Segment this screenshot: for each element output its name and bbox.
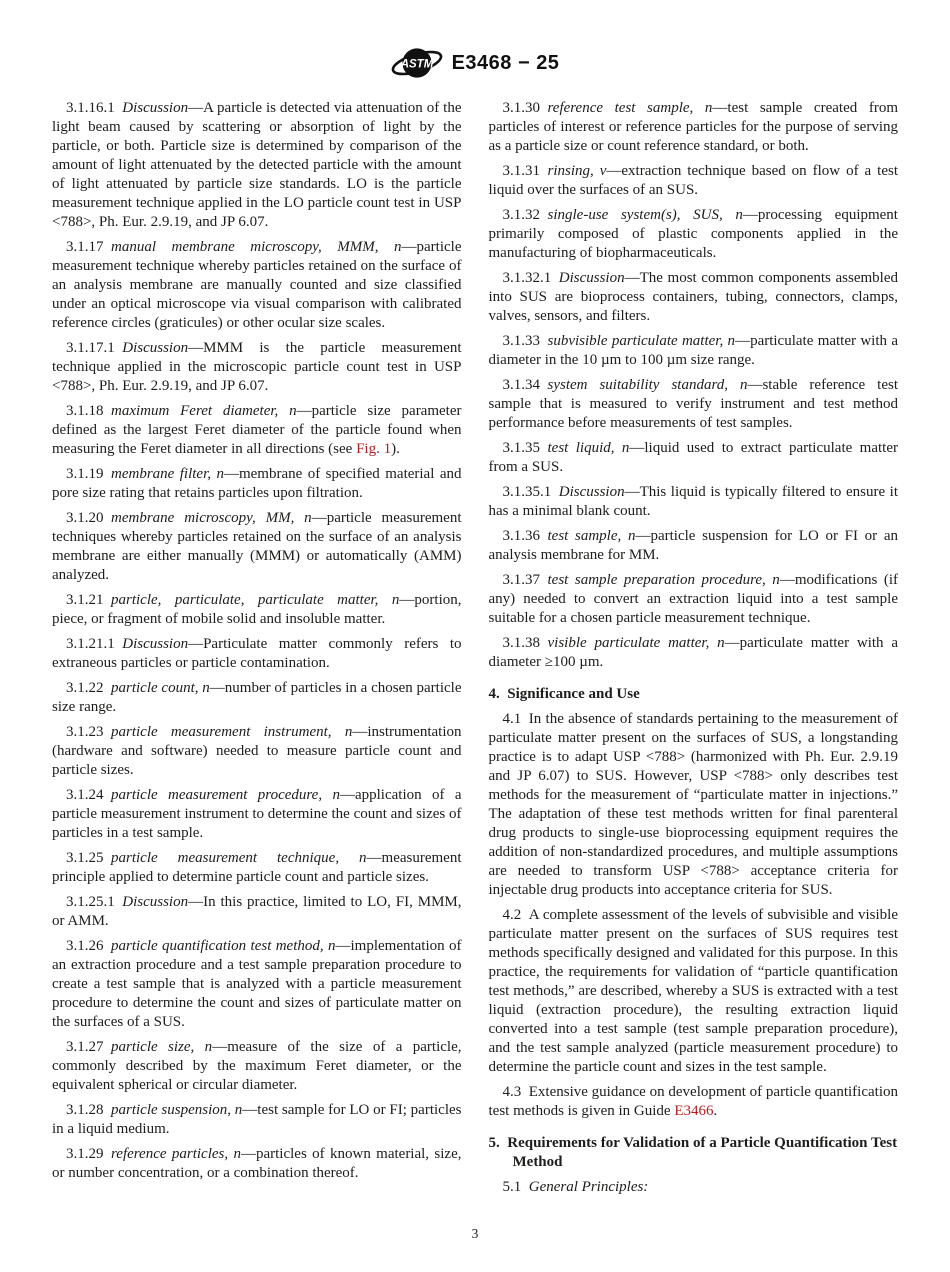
- text-run: 3.1.24: [66, 787, 111, 803]
- term-italic: Discussion: [122, 636, 189, 652]
- term-italic: maximum Feret diameter, n: [111, 403, 297, 419]
- text-run: 3.1.20: [66, 510, 111, 526]
- paragraph: [52, 723, 462, 780]
- paragraph: [489, 269, 899, 326]
- paragraph: [52, 99, 462, 232]
- paragraph: [489, 710, 899, 900]
- text-run: 3.1.34: [502, 377, 548, 393]
- text-run: —processing equipment primarily composed of plastic components applied in the manufacturing of biopharmaceuticals.: [488, 207, 898, 261]
- paragraph: [489, 906, 899, 1077]
- term-italic: particle measurement instrument, n: [111, 724, 353, 740]
- text-run: 3.1.35.1: [502, 484, 559, 500]
- term-italic: Discussion: [122, 894, 189, 910]
- text-run: —instrumentation (hardware and software) needed to measure particle count and particle sizes.: [52, 724, 462, 778]
- text-run: 3.1.21.1: [66, 636, 123, 652]
- doc-designation: E3468 − 25: [451, 51, 560, 74]
- paragraph: [489, 1083, 899, 1121]
- paragraph: [489, 483, 899, 521]
- right-column: [489, 99, 899, 1197]
- text-run: 3.1.36: [502, 528, 548, 544]
- term-italic: rinsing, v: [547, 163, 607, 179]
- text-run: 3.1.28: [66, 1102, 111, 1118]
- term-italic: subvisible particulate matter, n: [547, 333, 736, 349]
- text-run: ).: [391, 441, 400, 457]
- paragraph: [489, 439, 899, 477]
- term-italic: particle count, n: [111, 680, 210, 696]
- page-header: [0, 0, 950, 84]
- left-column: [52, 99, 462, 1197]
- term-italic: particle measurement procedure, n: [111, 787, 340, 803]
- text-run: 3.1.18: [66, 403, 111, 419]
- text-run: 5.1: [502, 1179, 529, 1195]
- text-run: —particle size parameter defined as the largest Feret diameter of the particle found when measuring the Feret diameter in all directions (see: [52, 403, 462, 457]
- text-run: —A particle is detected via attenuation of the light beam caused by scattering or absorption of light by the particle, or both. Particle size is determined by comparison of the amount of light attenuated by the detected particle with the amount of light attenuated by particle size standards. LO is the particle measurement technique applied in the LO particle count test in USP <788>, Ph. Eur. 2.9.19, and JP 6.07.: [52, 100, 462, 230]
- term-italic: Discussion: [122, 100, 189, 116]
- text-run: 3.1.25: [66, 850, 111, 866]
- text-run: —portion, piece, or fragment of mobile solid and insoluble matter.: [52, 592, 462, 627]
- section-heading: [489, 685, 899, 704]
- text-run: 3.1.26: [66, 938, 111, 954]
- text-run: 3.1.31: [502, 163, 548, 179]
- text-run: 4.3 Extensive guidance on development of particle quantification test methods is given in Guide: [488, 1084, 898, 1119]
- text-run: 4.2 A complete assessment of the levels of subvisible and visible particulate matter present on the surfaces of SUS requires test methods specifically designed and validated for this purpose. In this practice, the requirements for validation of “particle quantification test methods,” are described, whereby a SUS is extracted with a test liquid (extraction procedure), the resulting extraction liquid converted into a test sample (test sample preparation procedure), and the test sample analyzed (particle measurement procedure) to determine the particle count and sizes in the test sample.: [488, 907, 898, 1075]
- text-run: 3.1.17: [66, 239, 111, 255]
- term-italic: test sample preparation procedure, n: [547, 572, 780, 588]
- text-run: 3.1.27: [66, 1039, 111, 1055]
- term-italic: test sample, n: [547, 528, 636, 544]
- term-italic: reference test sample, n: [547, 100, 713, 116]
- text-run: —test sample created from particles of interest or reference particles for the purpose of serving as a particle size or count reference standard, or both.: [488, 100, 898, 154]
- term-italic: membrane filter, n: [111, 466, 224, 482]
- term-italic: test liquid, n: [547, 440, 630, 456]
- text-run: 3.1.17.1: [66, 340, 123, 356]
- term-italic: membrane microscopy, MM, n: [111, 510, 312, 526]
- section-heading: [489, 1134, 899, 1172]
- text-run: 3.1.23: [66, 724, 111, 740]
- paragraph: [52, 402, 462, 459]
- term-italic: visible particulate matter, n: [547, 635, 725, 651]
- svg-text:ASTM: ASTM: [400, 58, 433, 71]
- term-italic: system suitability standard, n: [547, 377, 748, 393]
- text-run: —stable reference test sample that is measured to verify instrument and test method performance before measurements of test samples.: [488, 377, 898, 431]
- text-run: 3.1.19: [66, 466, 111, 482]
- paragraph: [52, 1101, 462, 1139]
- text-run: —In this practice, limited to LO, FI, MMM, or AMM.: [52, 894, 462, 929]
- term-italic: General Principles:: [528, 1179, 649, 1195]
- text-run: —particle measurement technique whereby particles retained on the surface of an analysis membrane are manually counted and size classified under an optical microscope via visual comparison with calibrated reference circles (graticules) or other ocular size scales.: [52, 239, 462, 331]
- term-italic: particle suspension, n: [111, 1102, 243, 1118]
- text-run: 5. Requirements for Validation of a Particle Quantification Test Method: [488, 1135, 898, 1170]
- paragraph: [52, 786, 462, 843]
- paragraph: [489, 634, 899, 672]
- text-run: —particles of known material, size, or number concentration, or a combination thereof.: [52, 1146, 462, 1181]
- doc-link[interactable]: E3466: [674, 1103, 714, 1119]
- paragraph: [52, 465, 462, 503]
- paragraph: [489, 527, 899, 565]
- term-italic: Discussion: [122, 340, 189, 356]
- text-run: 3.1.33: [502, 333, 548, 349]
- paragraph: [489, 99, 899, 156]
- text-run: .: [713, 1103, 718, 1119]
- text-run: —The most common components assembled into SUS are bioprocess containers, tubing, connectors, clamps, valves, sensors, and filters.: [488, 270, 898, 324]
- text-run: —measure of the size of a particle, commonly described by the maximum Feret diameter, or the equivalent spherical or circular diameter.: [52, 1039, 462, 1093]
- text-run: —MMM is the particle measurement technique applied in the microscopic particle count test in USP <788>, Ph. Eur. 2.9.19, and JP 6.07.: [52, 340, 462, 394]
- document-body: [0, 84, 950, 1197]
- text-run: —test sample for LO or FI; particles in a liquid medium.: [52, 1102, 462, 1137]
- term-italic: Discussion: [558, 270, 625, 286]
- paragraph: [52, 238, 462, 333]
- text-run: —Particulate matter commonly refers to extraneous particles or particle contamination.: [52, 636, 462, 671]
- text-run: —particle measurement techniques whereby particles retained on the surface of an analysis membrane are either manually (MMM) or automatically (AMM) analyzed.: [52, 510, 462, 583]
- term-italic: particle measurement technique, n: [111, 850, 367, 866]
- text-run: —membrane of specified material and pore size rating that retains particles upon filtration.: [52, 466, 462, 501]
- text-run: —particulate matter with a diameter ≥100 µm.: [488, 635, 899, 670]
- text-run: —implementation of an extraction procedure and a test sample preparation procedure to create a test sample that is analyzed with a particle measurement procedure to determine the count and sizes of particulate matter on the surfaces of a SUS.: [52, 938, 462, 1030]
- text-run: —extraction technique based on flow of a test liquid over the surfaces of an SUS.: [488, 163, 898, 198]
- paragraph: [489, 332, 899, 370]
- text-run: 4.1 In the absence of standards pertaining to the measurement of particulate matter present on the surfaces of SUS, a longstanding practice is to adapt USP <788> (harmonized with Ph. Eur. 2.9.19 and JP 6.07) to SUS. However, USP <788> only describes test methods for the measurement of “particulate matter in injections.” The adaptation of these test methods written for final parenteral drug products to single-use bioprocessing equipment requires the addition of non-standardized procedures, and multiple assumptions are needed to transform USP <788> acceptance criteria for injectable drug products into acceptance criteria for SUS.: [488, 711, 898, 898]
- text-run: 3.1.29: [66, 1146, 111, 1162]
- paragraph: [489, 376, 899, 433]
- paragraph: [489, 1178, 899, 1197]
- term-italic: Discussion: [558, 484, 625, 500]
- text-run: —modifications (if any) needed to convert an extraction liquid into a test sample suitable for a chosen particle measurement technique.: [488, 572, 898, 626]
- text-run: —particle suspension for LO or FI or an analysis membrane for MM.: [488, 528, 899, 563]
- text-run: —particulate matter with a diameter in the 10 µm to 100 µm size range.: [488, 333, 898, 368]
- term-italic: manual membrane microscopy, MMM, n: [111, 239, 402, 255]
- text-run: —application of a particle measurement instrument to determine the count and sizes of particles in a test sample.: [52, 787, 462, 841]
- paragraph: [52, 1145, 462, 1183]
- text-run: 3.1.25.1: [66, 894, 123, 910]
- text-run: 3.1.22: [66, 680, 111, 696]
- term-italic: particle, particulate, particulate matter, n: [111, 592, 400, 608]
- text-run: 3.1.38: [502, 635, 548, 651]
- paragraph: [52, 893, 462, 931]
- text-run: 3.1.32: [502, 207, 548, 223]
- paragraph: [52, 679, 462, 717]
- paragraph: [52, 509, 462, 585]
- text-run: 3.1.30: [502, 100, 548, 116]
- text-run: 3.1.37: [502, 572, 548, 588]
- text-run: 3.1.16.1: [66, 100, 123, 116]
- paragraph: [52, 1038, 462, 1095]
- paragraph: [489, 162, 899, 200]
- paragraph: [52, 591, 462, 629]
- paragraph: [52, 937, 462, 1032]
- text-run: —This liquid is typically filtered to ensure it has a minimal blank count.: [488, 484, 898, 519]
- page-footer: [0, 1226, 950, 1242]
- text-run: 3.1.35: [502, 440, 548, 456]
- paragraph: [489, 206, 899, 263]
- paragraph: [489, 571, 899, 628]
- text-run: —number of particles in a chosen particle size range.: [52, 680, 462, 715]
- term-italic: reference particles, n: [111, 1146, 241, 1162]
- term-italic: particle size, n: [111, 1039, 213, 1055]
- text-run: —measurement principle applied to determine particle count and particle sizes.: [52, 850, 462, 885]
- paragraph: [52, 635, 462, 673]
- text-run: 4. Significance and Use: [488, 686, 640, 702]
- text-run: 3.1.21: [66, 592, 111, 608]
- doc-link[interactable]: Fig. 1: [356, 441, 392, 457]
- paragraph: [52, 339, 462, 396]
- term-italic: particle quantification test method, n: [111, 938, 336, 954]
- text-run: 3.1.32.1: [502, 270, 559, 286]
- text-run: —liquid used to extract particulate matter from a SUS.: [488, 440, 898, 475]
- astm-logo-icon: [391, 44, 443, 82]
- page-number: 3: [471, 1226, 479, 1241]
- term-italic: single-use system(s), SUS, n: [547, 207, 743, 223]
- paragraph: [52, 849, 462, 887]
